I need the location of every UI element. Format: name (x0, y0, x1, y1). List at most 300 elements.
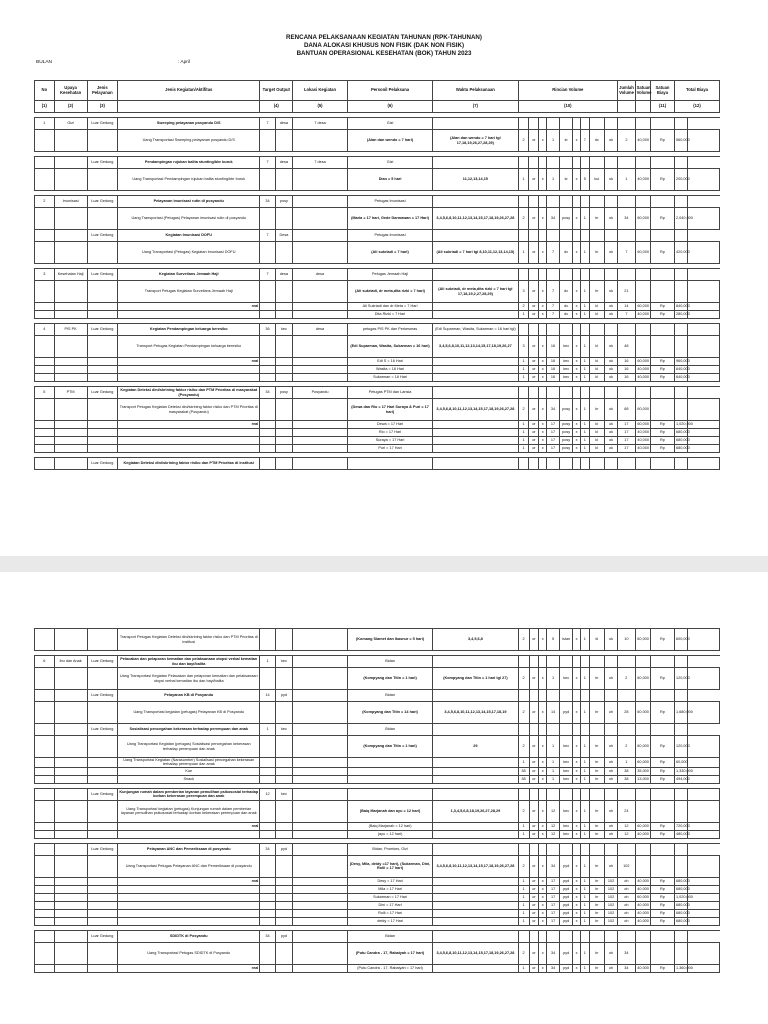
col-satuan-biaya: Satuan Biaya (650, 81, 674, 101)
cell-vol-c: 1 (580, 901, 589, 909)
cell-no (35, 964, 55, 972)
cell-vol-a (518, 930, 529, 942)
cell-jumlah: 48 (618, 336, 636, 358)
cell-jenis-pelayanan: Luar Gedung (87, 269, 118, 281)
cell-satuan-biaya: 60,000 (635, 629, 650, 651)
cell-x: x (573, 702, 581, 724)
cell-satuan: ok (604, 437, 617, 445)
cell-jenis-pelayanan (87, 130, 118, 152)
cell-jumlah: oh (618, 877, 636, 885)
cell-personil: Desy = 17 Hari (347, 877, 432, 885)
cell-upaya (54, 775, 87, 783)
cell-no (35, 374, 55, 382)
cell-unit-a: or (529, 336, 539, 358)
cell-unit-c: hr (589, 855, 604, 877)
cell-unit-c: hr (589, 767, 604, 775)
cell-waktu: (Ali sukriadi = 7 hari tgl 8,10,11,12,13,14,15) (433, 242, 518, 264)
cell-unit-c: hr (589, 909, 604, 917)
cell-x: x (539, 893, 547, 901)
activity-row (35, 690, 720, 702)
cell-rp: Rp (650, 366, 674, 374)
cell-vol-a: 2 (518, 629, 529, 651)
cell-waktu (433, 311, 518, 319)
cell-jumlah (618, 724, 636, 736)
cell-total: 420,000 (675, 242, 688, 264)
cell-vol-b: 17 (546, 429, 559, 437)
cell-satuan-biaya: 40,000 (635, 130, 650, 152)
cell-jumlah: 34 (618, 964, 636, 972)
cell-upaya (54, 901, 87, 909)
cell-rp (650, 843, 674, 855)
cell-vol-b: 34 (546, 399, 559, 421)
cell-upaya (54, 690, 87, 702)
cell-x: x (573, 855, 581, 877)
cell-x: x (539, 429, 547, 437)
cell-x: x (573, 901, 581, 909)
cell-satuan-biaya (635, 656, 650, 668)
cell-jenis-pelayanan (87, 917, 118, 925)
cell-lokasi: Posyandu (293, 387, 348, 399)
cell-pad (688, 830, 720, 838)
cell-vol-a: 2 (518, 942, 529, 964)
cell-x: x (539, 885, 547, 893)
cell-target (260, 303, 275, 311)
col-rincian: Rincian Volume (518, 81, 618, 101)
cell-satuan-biaya (635, 230, 650, 242)
cell-total (675, 324, 688, 336)
cell-vol-a: 1 (518, 374, 529, 382)
cell-target (260, 458, 275, 470)
cell-upaya (54, 758, 87, 768)
cell-vol-c: 1 (580, 242, 589, 264)
cell-unit-b: kec (560, 374, 573, 382)
cell-personil: Petugas Jemaah Haji (347, 269, 432, 281)
cell-waktu: 1,3,4,5,6,8,18,19,26,27,28,29 (433, 800, 518, 822)
cell-upaya (54, 458, 87, 470)
cell-pad (688, 366, 720, 374)
cell-satuan: ok (604, 358, 617, 366)
activity-row (35, 930, 720, 942)
cell-x: x (539, 909, 547, 917)
detail-row (35, 830, 720, 838)
cell-unit-c: hr (589, 800, 604, 822)
cell-no (35, 830, 55, 838)
cell-unit-a: or (529, 917, 539, 925)
cell-unit-c: kl (589, 366, 604, 374)
colnum (618, 101, 636, 113)
cell-vol-b: 1 (546, 130, 559, 152)
detail-row (35, 758, 720, 768)
detail-row (35, 303, 720, 311)
cell-x: x (539, 702, 547, 724)
cell-upaya (54, 399, 87, 421)
cell-upaya (54, 788, 87, 800)
cell-personil: Bidan (347, 930, 432, 942)
cell-vol-b (546, 269, 559, 281)
cell-rp: Rp (650, 917, 674, 925)
detail-row (35, 366, 720, 374)
cell-personil: (Desy, Mila, deidy =17 hari), (Sukarman, Dini, Rolli = 17 hari) (347, 855, 432, 877)
cell-unit-a (529, 458, 539, 470)
cell-x (573, 230, 581, 242)
cell-vol-b: 1 (547, 767, 560, 775)
cell-vol-b: 17 (546, 421, 559, 429)
cell-x: x (573, 208, 581, 230)
cell-vol-c: 1 (580, 767, 589, 775)
cell-x: x (573, 311, 581, 319)
cell-jumlah: 12 (618, 830, 636, 838)
cell-unit-b: pyd (560, 942, 573, 964)
cell-upaya (54, 336, 87, 358)
cell-upaya (54, 893, 87, 901)
cell-unit-a: or (529, 877, 539, 885)
cell-vol-c (580, 269, 589, 281)
cell-unit-c: kl (589, 629, 604, 651)
cell-target (260, 421, 275, 429)
cell-total: 680,000 (674, 909, 687, 917)
cell-no (35, 800, 55, 822)
cell-target-unit (275, 775, 293, 783)
cell-satuan: ok (604, 336, 617, 358)
col-jenis-pelayanan: Jenis Pelayanan (87, 81, 118, 101)
col-no: No (35, 81, 55, 101)
transport-row (35, 942, 720, 964)
cell-rp (650, 800, 674, 822)
cell-no (35, 458, 55, 470)
cell-pad (688, 281, 720, 303)
cell-jumlah (618, 196, 636, 208)
cell-waktu (433, 930, 518, 942)
cell-lokasi (293, 724, 348, 736)
cell-no (35, 242, 55, 264)
cell-vol-b: 17 (547, 901, 560, 909)
detail-row (35, 893, 720, 901)
cell-personil: (Dewa dan Rio = 17 Hari Suraya & Puri = 17 hari) (347, 399, 432, 421)
cell-total: 494,000 (674, 775, 687, 783)
cell-waktu: 3,4,5,6,8,10,11,12,13,14,15,17,18,19,26,27 (433, 336, 518, 358)
cell-x: x (539, 736, 547, 758)
cell-total: 120,000 (674, 736, 687, 758)
cell-lokasi (293, 303, 348, 311)
cell-rp: Rp (650, 437, 674, 445)
cell-personil: Rio = 17 Hari (347, 429, 432, 437)
cell-vol-b: 1 (547, 668, 560, 690)
cell-no (35, 843, 55, 855)
cell-target: 7 (260, 157, 275, 169)
cell-satuan: ok (604, 303, 617, 311)
cell-satuan: 102 (604, 893, 617, 901)
cell-target: 14 (260, 690, 275, 702)
cell-rp: Rp (650, 429, 674, 437)
cell-satuan (604, 157, 617, 169)
cell-upaya (54, 843, 87, 855)
cell-kegiatan: Transport Petugas Kegiatan Surveilans Jemaah Haji (118, 281, 260, 303)
cell-upaya (54, 877, 87, 885)
cell-jenis-pelayanan (87, 366, 118, 374)
cell-unit-c: hr (589, 877, 604, 885)
activity-row (35, 843, 720, 855)
cell-lokasi (293, 855, 348, 877)
cell-unit-a: or (529, 855, 539, 877)
cell-x (539, 324, 547, 336)
cell-kegiatan: Uang Transportasi kegiatan (petugas) Kunjungan rumah dalam pemberian layanan pemulihan psikososial terhadap korban kekerasan perempuan dan anak (118, 800, 260, 822)
cell-target-unit (275, 169, 293, 191)
cell-waktu (433, 885, 518, 893)
cell-jumlah: 2 (618, 668, 636, 690)
cell-vol-b: 17 (546, 437, 559, 445)
cell-unit-a (529, 230, 539, 242)
cell-rp: Rp (650, 758, 674, 768)
cell-waktu: (Alan dan wendo = 7 hari tgl 17,18,19,26,27,28,29) (433, 130, 518, 152)
cell-satuan-biaya: 40,000 (635, 429, 650, 437)
cell-no (35, 788, 55, 800)
cell-satuan: ok (604, 281, 617, 303)
cell-target (260, 964, 275, 972)
cell-target (260, 358, 275, 366)
cell-vol-a: 1 (518, 917, 529, 925)
cell-no: 5 (35, 387, 55, 399)
cell-unit-c (589, 269, 604, 281)
cell-rp: Rp (650, 668, 674, 690)
cell-target-unit (275, 917, 293, 925)
cell-x: x (539, 830, 547, 838)
cell-upaya (54, 421, 87, 429)
cell-unit-a: or (529, 437, 539, 445)
cell-kegiatan: real (118, 964, 260, 972)
cell-pad (688, 336, 720, 358)
cell-x: x (539, 855, 547, 877)
cell-jumlah: 2 (618, 130, 636, 152)
cell-rp: Rp (650, 445, 674, 453)
cell-jenis-pelayanan (87, 242, 118, 264)
cell-satuan-biaya: 60,000 (635, 242, 650, 264)
cell-unit-b: posy (560, 208, 573, 230)
colnum: (3) (87, 101, 118, 113)
cell-satuan-biaya: 60,000 (635, 758, 650, 768)
cell-unit-a: or (529, 311, 539, 319)
cell-pad (674, 724, 687, 736)
cell-pad (674, 843, 687, 855)
detail-row (35, 358, 720, 366)
cell-vol-c (580, 324, 589, 336)
cell-jenis-pelayanan: Luar Gedung (87, 230, 118, 242)
cell-target: 34 (260, 387, 275, 399)
cell-jumlah (618, 157, 636, 169)
cell-pad (688, 758, 720, 768)
document-subtitle-2: BANTUAN OPERASIONAL KESEHATAN (BOK) TAHUN 2023 (296, 50, 472, 57)
cell-vol-b: 34 (547, 942, 560, 964)
cell-pad (674, 690, 687, 702)
cell-total: 720,000 (674, 822, 687, 830)
cell-waktu (433, 458, 518, 470)
cell-rp: Rp (650, 311, 674, 319)
cell-lokasi (293, 458, 348, 470)
cell-total (675, 458, 688, 470)
cell-lokasi (293, 437, 348, 445)
cell-vol-a: 1 (518, 885, 529, 893)
cell-x: x (539, 901, 547, 909)
cell-jenis-pelayanan: Luar Gedung (87, 196, 118, 208)
cell-total: 680,000 (675, 429, 688, 437)
cell-pad (688, 242, 720, 264)
cell-vol-b: 16 (546, 366, 559, 374)
cell-satuan-biaya (635, 269, 650, 281)
cell-target (260, 281, 275, 303)
cell-x (539, 157, 547, 169)
cell-unit-c: hr (589, 830, 604, 838)
cell-rp (650, 458, 674, 470)
cell-vol-c: 1 (580, 964, 589, 972)
cell-kegiatan: Uang Transportasi Kegiatan (petugas) Sosialisasi pencegahan kekerasan terhadap perempuan dan anak (118, 736, 260, 758)
cell-jenis-pelayanan (87, 702, 118, 724)
transport-row (35, 736, 720, 758)
cell-satuan (604, 458, 617, 470)
cell-no (35, 366, 55, 374)
cell-no: 1 (35, 118, 55, 130)
cell-unit-b: dc (560, 281, 573, 303)
cell-pad (688, 885, 720, 893)
cell-pad (688, 311, 720, 319)
document-subtitle: DANA ALOKASI KHUSUS NON FISIK (DAK NON FISIK) (303, 42, 465, 49)
cell-vol-b: 12 (547, 822, 560, 830)
cell-jumlah: 34 (618, 208, 636, 230)
col-satuan: Satuan Volume (635, 81, 650, 101)
cell-vol-c: 1 (580, 800, 589, 822)
cell-lokasi (293, 885, 348, 893)
cell-vol-c: 1 (580, 629, 589, 651)
cell-target (260, 208, 275, 230)
detail-row (35, 421, 720, 429)
cell-satuan: ok (604, 242, 617, 264)
cell-kegiatan: Kunjungan rumah dalam pemberian layanan pemulihan psikososial terhadap korban kekerasan perempuan dan anak (119, 789, 259, 799)
cell-lokasi (293, 690, 348, 702)
cell-target-unit (275, 800, 293, 822)
cell-x: x (573, 885, 581, 893)
cell-target-unit (275, 311, 293, 319)
cell-pad (688, 130, 720, 152)
cell-vol-a (518, 196, 529, 208)
cell-waktu (433, 775, 518, 783)
cell-unit-b: posy (560, 429, 573, 437)
cell-x (573, 458, 581, 470)
cell-unit-b: kec (560, 358, 573, 366)
cell-unit-a (529, 269, 539, 281)
cell-target-unit (275, 374, 293, 382)
cell-satuan-biaya (635, 324, 650, 336)
cell-personil (347, 788, 432, 800)
cell-target (260, 885, 275, 893)
cell-unit-b: kec (560, 336, 573, 358)
cell-rp: Rp (650, 767, 674, 775)
cell-satuan: oh (604, 668, 617, 690)
cell-x: x (573, 736, 581, 758)
cell-satuan-biaya (635, 930, 650, 942)
cell-target-unit (275, 629, 293, 651)
cell-kegiatan (118, 885, 260, 893)
cell-satuan: ok (604, 445, 617, 453)
cell-target-unit (275, 445, 293, 453)
cell-unit-c: hr (589, 702, 604, 724)
cell-jumlah (618, 118, 636, 130)
cell-vol-a (518, 690, 529, 702)
cell-personil: deidy = 17 Hari (347, 917, 432, 925)
cell-jumlah: 1 (618, 169, 636, 191)
cell-jenis-pelayanan (87, 445, 118, 453)
cell-vol-c: 1 (580, 399, 589, 421)
cell-personil: (Ali sukriadi = 7 hari) (347, 242, 432, 264)
cell-no (35, 421, 55, 429)
cell-target (260, 758, 275, 768)
cell-satuan: ok (604, 366, 617, 374)
cell-satuan: 102 (604, 877, 617, 885)
cell-unit-b: pyd (560, 909, 573, 917)
cell-satuan: oh (604, 758, 617, 768)
cell-x: x (573, 169, 581, 191)
cell-unit-a (529, 690, 539, 702)
cell-waktu (433, 269, 518, 281)
cell-unit-b (560, 269, 573, 281)
cell-waktu (433, 893, 518, 901)
cell-lokasi (293, 775, 348, 783)
cell-lokasi (293, 877, 348, 885)
cell-x: x (573, 374, 581, 382)
cell-kegiatan: Snack (118, 775, 260, 783)
cell-unit-c: hr (589, 281, 604, 303)
cell-kegiatan: Kue (118, 767, 260, 775)
cell-upaya (54, 429, 87, 437)
cell-total: 680,000 (674, 877, 687, 885)
cell-unit-a: or (529, 893, 539, 901)
cell-satuan-biaya (635, 788, 650, 800)
cell-jenis-pelayanan (87, 169, 118, 191)
cell-pad (688, 855, 720, 877)
cell-satuan-biaya: 40,000 (635, 445, 650, 453)
activity-row (35, 324, 720, 336)
cell-target (260, 893, 275, 901)
cell-satuan-biaya: 60,000 (635, 303, 650, 311)
cell-kegiatan: Kegiatan Surveilans Jemaah Haji (118, 269, 260, 281)
cell-satuan: ok (604, 374, 617, 382)
detail-row (35, 822, 720, 830)
cell-target-unit: kec (275, 324, 293, 336)
cell-upaya (54, 702, 87, 724)
cell-unit-b: dc (560, 242, 573, 264)
cell-target (260, 830, 275, 838)
cell-upaya (54, 208, 87, 230)
cell-total: 600,000 (674, 629, 687, 651)
cell-no (35, 437, 55, 445)
cell-rp: Rp (650, 303, 674, 311)
cell-personil: Edi S = 16 Hari (347, 358, 432, 366)
cell-kegiatan: Pelacakan dan pelaporan kematian dan pelaksanaan otopsi verbal kematian ibu dan bayi/balita (118, 656, 260, 668)
cell-no (35, 930, 55, 942)
cell-pad (688, 788, 720, 800)
cell-vol-a: 1 (518, 169, 529, 191)
cell-unit-c: hr (589, 942, 604, 964)
cell-waktu: 3,4,5,6,8,10,11,12,13,14,15,17,18,19,26,27,28 (433, 208, 518, 230)
cell-kegiatan: Pendampingan rujukan balita stunting/bbr buruk (118, 157, 260, 169)
cell-unit-a: or (529, 909, 539, 917)
cell-unit-b (560, 118, 573, 130)
cell-personil: Gizi (347, 157, 432, 169)
cell-rp (650, 942, 674, 964)
cell-kegiatan (118, 366, 260, 374)
cell-jenis-pelayanan (87, 437, 118, 445)
cell-kegiatan: Uang Transportasi Kegiatan (Narasumber) Sosialisasi pencegahan kekerasan terhadap perempuan dan anak (118, 758, 260, 768)
cell-no (35, 758, 55, 768)
cell-unit-a: or (529, 736, 539, 758)
cell-lokasi (293, 930, 348, 942)
